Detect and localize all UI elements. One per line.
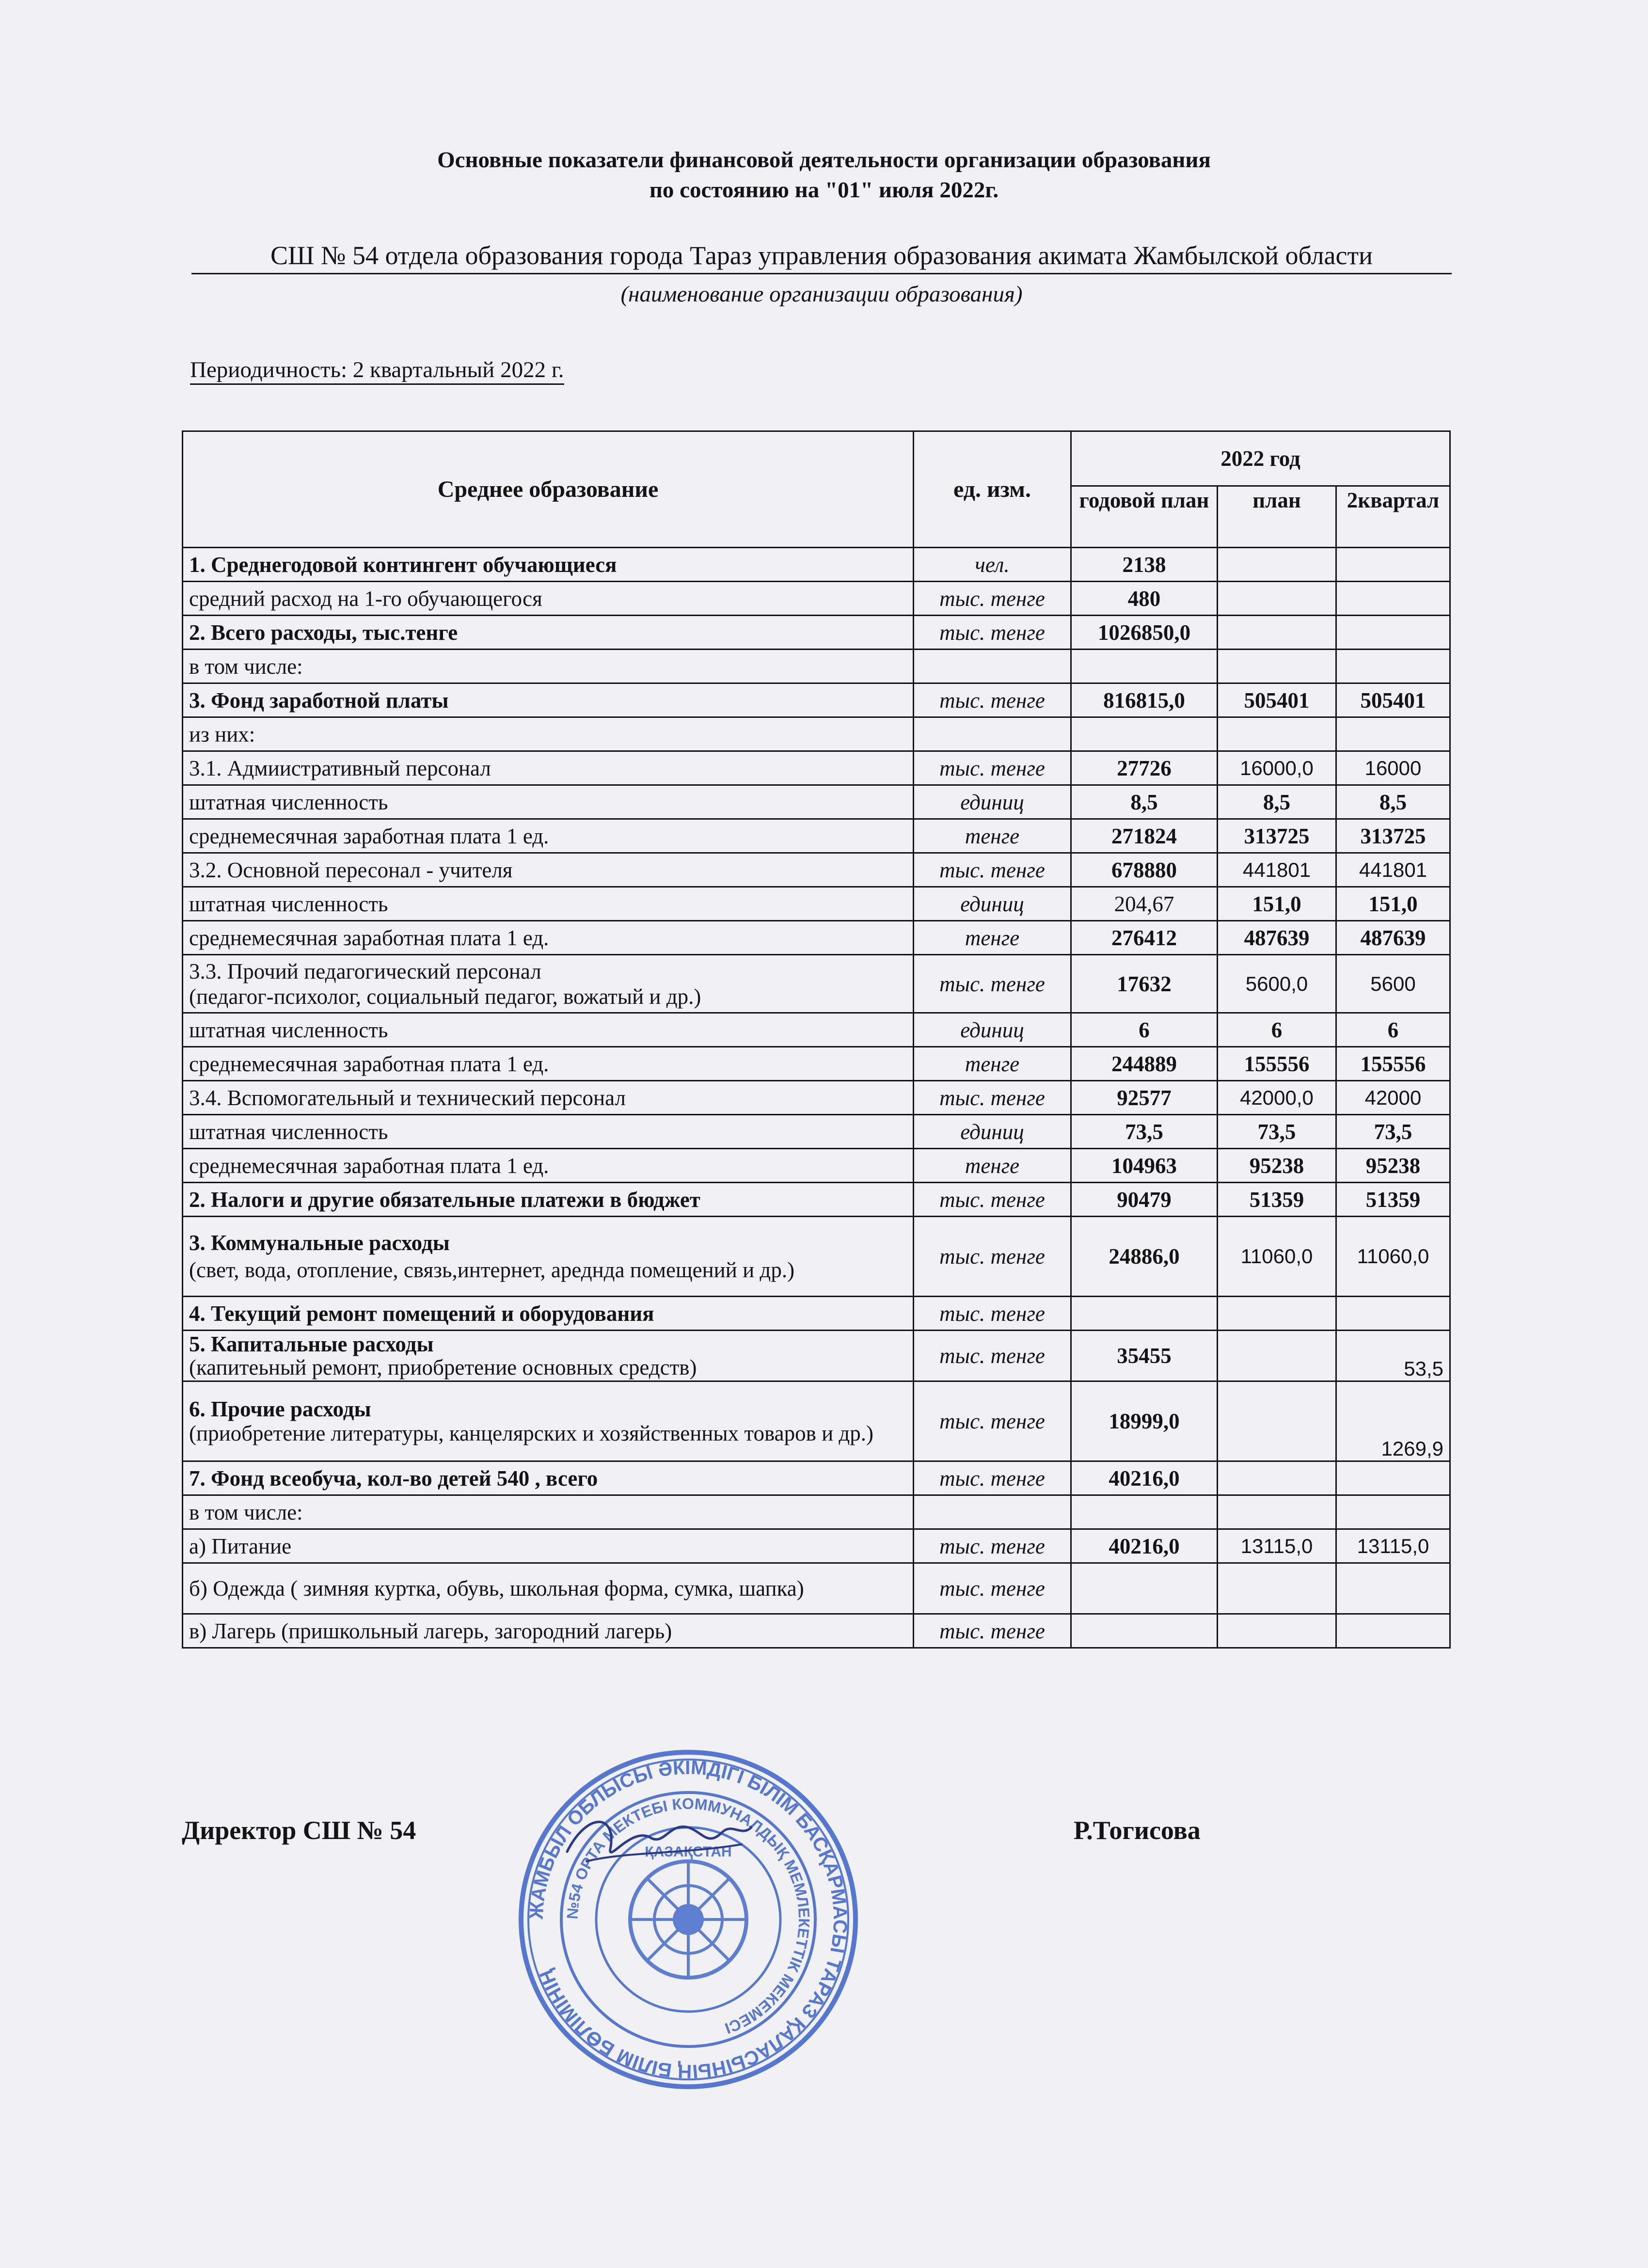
row-annual: 276412 <box>1071 921 1218 955</box>
row-unit: тыс. тенге <box>914 1529 1071 1563</box>
row-label: штатная численность <box>183 785 914 819</box>
row-unit: тенге <box>914 921 1071 955</box>
row-unit <box>914 650 1071 683</box>
row-label <box>183 1381 914 1461</box>
row-annual <box>1071 1297 1218 1331</box>
row-label: в том числе: <box>183 650 914 683</box>
row-plan: 11060,0 <box>1218 1217 1336 1297</box>
row-unit: тыс. тенге <box>914 1297 1071 1331</box>
row-label-line1: 3.3. Прочий педагогический персонал <box>189 959 541 983</box>
row-annual: 17632 <box>1071 955 1218 1013</box>
table-row <box>183 1495 1450 1529</box>
director-signature <box>557 1793 761 1876</box>
row-label <box>183 1217 914 1297</box>
row-annual: 92577 <box>1071 1081 1218 1115</box>
row-label-line1: 6. Прочие расходы <box>189 1397 371 1421</box>
row-annual: 27726 <box>1071 751 1218 785</box>
row-q2: 505401 <box>1336 683 1450 717</box>
row-q2: 16000 <box>1336 751 1450 785</box>
row-label: 2. Налоги и другие обязательные платежи в бюджет <box>183 1183 914 1217</box>
row-unit: тыс. тенге <box>914 751 1071 785</box>
document-title-line1: Основные показатели финансовой деятельности организации образования <box>437 147 1211 173</box>
table-row <box>183 582 1450 616</box>
row-label: штатная численность <box>183 887 914 921</box>
row-q2: 53,5 <box>1336 1331 1450 1381</box>
row-q2 <box>1336 1461 1450 1495</box>
row-q2: 151,0 <box>1336 887 1450 921</box>
row-unit: тыс. тенге <box>914 1217 1071 1297</box>
row-annual: 40216,0 <box>1071 1461 1218 1495</box>
row-q2 <box>1336 1563 1450 1614</box>
stamp-outer-text: ЖАМБЫЛ ОБЛЫСЫ ӘКІМДІГІ БІЛІМ БАСҚАРМАСЫ ТАРАЗ ҚАЛАСЫНЫҢ БІЛІМ БӨЛІМІНІҢ <box>525 1757 851 2082</box>
row-label: штатная численность <box>183 1115 914 1149</box>
row-plan: 155556 <box>1218 1047 1336 1081</box>
row-label: 1. Среднегодовой контингент обучающиеся <box>183 548 914 582</box>
row-label: из них: <box>183 717 914 751</box>
row-unit: тенге <box>914 819 1071 853</box>
row-unit: тыс. тенге <box>914 1461 1071 1495</box>
row-label: среднемесячная заработная плата 1 ед. <box>183 1149 914 1183</box>
row-label: 4. Текущий ремонт помещений и оборудования <box>183 1297 914 1331</box>
row-q2: 42000 <box>1336 1081 1450 1115</box>
row-annual <box>1071 1495 1218 1529</box>
row-annual: 271824 <box>1071 819 1218 853</box>
table-row <box>183 751 1450 785</box>
row-annual <box>1071 717 1218 751</box>
row-plan <box>1218 548 1336 582</box>
row-unit: единиц <box>914 887 1071 921</box>
row-unit: тыс. тенге <box>914 955 1071 1013</box>
row-unit: единиц <box>914 1115 1071 1149</box>
row-annual <box>1071 1563 1218 1614</box>
header-annual-plan: годовой план <box>1071 486 1218 548</box>
table-row <box>183 1047 1450 1081</box>
row-unit: тенге <box>914 1149 1071 1183</box>
financial-indicators-table <box>182 430 1451 1649</box>
row-q2 <box>1336 650 1450 683</box>
row-annual: 35455 <box>1071 1331 1218 1381</box>
row-q2: 313725 <box>1336 819 1450 853</box>
row-plan: 5600,0 <box>1218 955 1336 1013</box>
table-row <box>183 1081 1450 1115</box>
table-row <box>183 1297 1450 1331</box>
row-unit: тыс. тенге <box>914 1563 1071 1614</box>
row-label: штатная численность <box>183 1013 914 1047</box>
row-annual <box>1071 650 1218 683</box>
row-label: 2. Всего расходы, тыс.тенге <box>183 616 914 650</box>
table-row <box>183 819 1450 853</box>
row-plan: 313725 <box>1218 819 1336 853</box>
table-row <box>183 1381 1450 1461</box>
row-annual: 244889 <box>1071 1047 1218 1081</box>
document-title-line2: по состоянию на "01" июля 2022г. <box>649 177 999 203</box>
row-plan <box>1218 1381 1336 1461</box>
row-plan <box>1218 717 1336 751</box>
row-unit: единиц <box>914 785 1071 819</box>
row-label: среднемесячная заработная плата 1 ед. <box>183 921 914 955</box>
row-plan <box>1218 1614 1336 1648</box>
row-label-line2: (педагог-психолог, социальный педагог, вожатый и др.) <box>189 984 701 1009</box>
row-annual: 1026850,0 <box>1071 616 1218 650</box>
row-q2 <box>1336 582 1450 616</box>
row-plan <box>1218 1495 1336 1529</box>
table-row <box>183 1331 1450 1381</box>
row-plan: 441801 <box>1218 853 1336 887</box>
row-plan: 95238 <box>1218 1149 1336 1183</box>
row-annual: 6 <box>1071 1013 1218 1047</box>
header-section: Среднее образование <box>183 431 914 548</box>
row-label <box>183 1331 914 1381</box>
table-row <box>183 1614 1450 1648</box>
header-plan: план <box>1218 486 1336 548</box>
row-plan: 13115,0 <box>1218 1529 1336 1563</box>
row-label: б) Одежда ( зимняя куртка, обувь, школьная форма, сумка, шапка) <box>183 1563 914 1614</box>
table-row <box>183 616 1450 650</box>
row-q2: 11060,0 <box>1336 1217 1450 1297</box>
header-unit: ед. изм. <box>914 431 1071 548</box>
row-plan <box>1218 1563 1336 1614</box>
row-label: а) Питание <box>183 1529 914 1563</box>
row-q2: 487639 <box>1336 921 1450 955</box>
row-q2: 6 <box>1336 1013 1450 1047</box>
row-plan: 73,5 <box>1218 1115 1336 1149</box>
row-label <box>183 955 914 1013</box>
row-plan: 505401 <box>1218 683 1336 717</box>
row-label-line2: (приобретение литературы, канцелярских и хозяйственных товаров и др.) <box>189 1421 874 1445</box>
table-row <box>183 1013 1450 1047</box>
row-annual <box>1071 1614 1218 1648</box>
row-label: 3.4. Вспомогательный и технический персонал <box>183 1081 914 1115</box>
row-label-line1: 3. Коммунальные расходы <box>189 1231 450 1255</box>
row-unit: тыс. тенге <box>914 853 1071 887</box>
row-q2: 73,5 <box>1336 1115 1450 1149</box>
row-annual: 204,67 <box>1071 887 1218 921</box>
row-q2 <box>1336 1495 1450 1529</box>
row-unit <box>914 1495 1071 1529</box>
row-q2 <box>1336 616 1450 650</box>
row-label-line1: 5. Капитальные расходы <box>189 1332 434 1356</box>
row-plan <box>1218 1297 1336 1331</box>
row-label: среднемесячная заработная плата 1 ед. <box>183 819 914 853</box>
row-annual: 73,5 <box>1071 1115 1218 1149</box>
row-annual: 24886,0 <box>1071 1217 1218 1297</box>
row-unit: тыс. тенге <box>914 1331 1071 1381</box>
table-row <box>183 1529 1450 1563</box>
row-unit: чел. <box>914 548 1071 582</box>
row-q2 <box>1336 1614 1450 1648</box>
stamp-center-text: ҚАЗАҚСТАН <box>645 1844 732 1860</box>
organization-caption: (наименование организации образования) <box>620 282 1023 307</box>
table-row <box>183 887 1450 921</box>
row-unit: тыс. тенге <box>914 1081 1071 1115</box>
row-annual: 480 <box>1071 582 1218 616</box>
row-annual: 2138 <box>1071 548 1218 582</box>
row-unit: тыс. тенге <box>914 616 1071 650</box>
table-row <box>183 683 1450 717</box>
row-plan: 8,5 <box>1218 785 1336 819</box>
periodicity: Периодичность: 2 квартальный 2022 г. <box>190 356 564 385</box>
row-annual: 8,5 <box>1071 785 1218 819</box>
director-name: Р.Тогисова <box>1074 1816 1201 1845</box>
row-plan: 6 <box>1218 1013 1336 1047</box>
table-row <box>183 921 1450 955</box>
table-row <box>183 548 1450 582</box>
row-q2: 1269,9 <box>1336 1381 1450 1461</box>
row-unit: тыс. тенге <box>914 582 1071 616</box>
row-label: средний расход на 1-го обучающегося <box>183 582 914 616</box>
row-q2: 441801 <box>1336 853 1450 887</box>
table-row <box>183 785 1450 819</box>
table-row <box>183 1461 1450 1495</box>
table-row <box>183 1115 1450 1149</box>
director-label: Директор СШ № 54 <box>182 1816 416 1845</box>
row-q2: 95238 <box>1336 1149 1450 1183</box>
row-plan: 487639 <box>1218 921 1336 955</box>
table-row <box>183 650 1450 683</box>
row-annual: 816815,0 <box>1071 683 1218 717</box>
table-row <box>183 1183 1450 1217</box>
row-q2 <box>1336 717 1450 751</box>
row-annual: 678880 <box>1071 853 1218 887</box>
row-unit: тыс. тенге <box>914 1183 1071 1217</box>
row-plan <box>1218 1461 1336 1495</box>
row-plan: 151,0 <box>1218 887 1336 921</box>
row-q2: 155556 <box>1336 1047 1450 1081</box>
row-label-line2: (свет, вода, отопление, связь,интернет, ареднда помещений и др.) <box>189 1258 795 1282</box>
row-label-line2: (капитеьный ремонт, приобретение основных средств) <box>189 1355 697 1380</box>
table-row <box>183 1149 1450 1183</box>
header-quarter: 2квартал <box>1336 486 1450 548</box>
table-row <box>183 853 1450 887</box>
row-q2 <box>1336 1297 1450 1331</box>
row-unit: тенге <box>914 1047 1071 1081</box>
stamp-inner-text: №54 ОРТА МЕКТЕБІ КОММУНАЛДЫҚ МЕМЛЕКЕТТІК МЕКЕМЕСІ <box>563 1794 813 2038</box>
row-plan: 51359 <box>1218 1183 1336 1217</box>
organization-name: СШ № 54 отдела образования города Тараз управления образования акимата Жамбылской области <box>191 240 1452 274</box>
row-q2: 8,5 <box>1336 785 1450 819</box>
row-unit: тыс. тенге <box>914 1381 1071 1461</box>
row-annual: 18999,0 <box>1071 1381 1218 1461</box>
row-label: 3.1. Адмиистративный персонал <box>183 751 914 785</box>
row-label: 3.2. Основной пересонал - учителя <box>183 853 914 887</box>
row-plan: 16000,0 <box>1218 751 1336 785</box>
table-row <box>183 1563 1450 1614</box>
row-unit: тыс. тенге <box>914 683 1071 717</box>
table-row <box>183 1217 1450 1297</box>
row-annual: 40216,0 <box>1071 1529 1218 1563</box>
row-plan: 42000,0 <box>1218 1081 1336 1115</box>
row-label: в том числе: <box>183 1495 914 1529</box>
row-q2: 51359 <box>1336 1183 1450 1217</box>
row-unit <box>914 717 1071 751</box>
row-plan <box>1218 582 1336 616</box>
row-annual: 90479 <box>1071 1183 1218 1217</box>
table-row <box>183 717 1450 751</box>
row-label: 7. Фонд всеобуча, кол-во детей 540 , всего <box>183 1461 914 1495</box>
row-plan <box>1218 1331 1336 1381</box>
row-annual: 104963 <box>1071 1149 1218 1183</box>
row-plan <box>1218 650 1336 683</box>
row-q2 <box>1336 548 1450 582</box>
row-label: 3. Фонд заработной платы <box>183 683 914 717</box>
row-q2: 5600 <box>1336 955 1450 1013</box>
row-label: в) Лагерь (пришкольный лагерь, загородний лагерь) <box>183 1614 914 1648</box>
row-unit: единиц <box>914 1013 1071 1047</box>
row-label: среднемесячная заработная плата 1 ед. <box>183 1047 914 1081</box>
row-unit: тыс. тенге <box>914 1614 1071 1648</box>
row-q2: 13115,0 <box>1336 1529 1450 1563</box>
stamp-emblem <box>630 1861 746 1978</box>
row-plan <box>1218 616 1336 650</box>
header-year: 2022 год <box>1071 431 1450 486</box>
table-row <box>183 955 1450 1013</box>
